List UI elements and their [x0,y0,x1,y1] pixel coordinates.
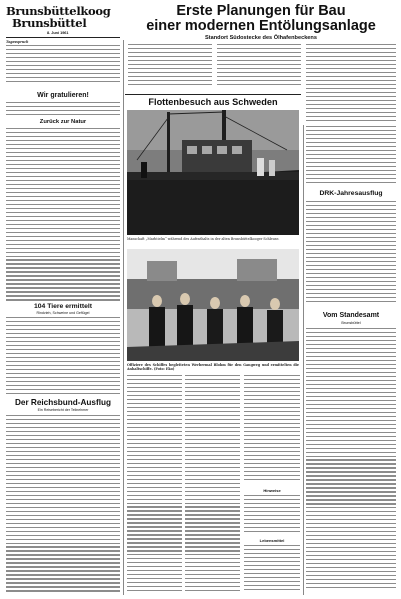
lead-column-2 [217,44,301,90]
lebensmittel-heading: Lebensmittel [259,538,285,543]
lead-column-1 [128,44,212,90]
column-divider-left [123,40,124,595]
column-divider-right [303,125,304,595]
lead-headline-line-2: einer modernen Entölungsanlage [146,18,376,34]
tiere-heading: 104 Tiere ermittelt [33,303,93,310]
standesamt-subheading: Brunsbüttel [341,321,361,325]
intro-label: Tagesspruch [6,40,29,44]
drk-text [306,201,396,307]
standesamt-text [306,328,396,595]
officers-photo [127,249,299,361]
reichsbund-text-col-1 [6,415,120,595]
masthead-line-1: Brunsbüttelkoog [6,4,111,18]
issue-date: 8. Juni 1961 [47,31,69,35]
ship-photo [127,110,299,235]
intro-lines [6,45,120,87]
ship-photo-caption: Manschaft „Marhtielm“ während des Aufenthalts in der alten Brunsbüttelkooger Schleuse. [127,237,280,241]
reichsbund-heading: Der Reichsbund-Ausflug [15,398,111,407]
lead-headline-line-1: Erste Planungen für Bau [176,3,346,19]
lead-continuation-text [306,126,396,186]
reichsbund-subheading: Ein Reisebericht der Teilnehmer [37,408,89,412]
masthead-title [6,5,124,29]
hinweise-text [244,495,300,535]
drk-heading: DRK-Jahresausflug [319,190,383,197]
ship-photo-graphic [127,110,299,235]
masthead-rule [6,37,120,38]
officers-photo-graphic [127,249,299,361]
congrats-text [6,102,120,118]
tiere-subheading: Rindvieh, Schweine und Geflügel [36,311,90,315]
hinweise-heading: Hinweise [263,488,281,493]
flotten-text-col-3 [244,375,300,485]
officers-photo-caption: Offiziere des Schiffes begleiteten Werbermal Blohm für den Gangweg und ermittelten die Anhaltschiffe. (Foto: Eko) [127,363,299,372]
lebensmittel-text [244,545,300,595]
congrats-heading: Wir gratulieren! [37,92,89,99]
standesamt-heading: Vom Standesamt [322,312,380,319]
zurueck-text [6,128,120,303]
zurueck-heading: Zurück zur Natur [39,119,87,125]
flotten-text-col-1 [127,375,182,595]
flotten-heading: Flottenbesuch aus Schweden [148,97,278,107]
tiere-text [6,317,120,395]
lead-subhead: Standort Südostecke des Ölhafenbeckens [205,35,317,41]
lead-column-3 [306,44,396,124]
lead-headline [125,4,397,34]
flotten-text-col-2 [185,375,240,595]
flotten-top-rule [125,94,301,95]
masthead-line-2: Brunsbüttel [12,16,87,30]
